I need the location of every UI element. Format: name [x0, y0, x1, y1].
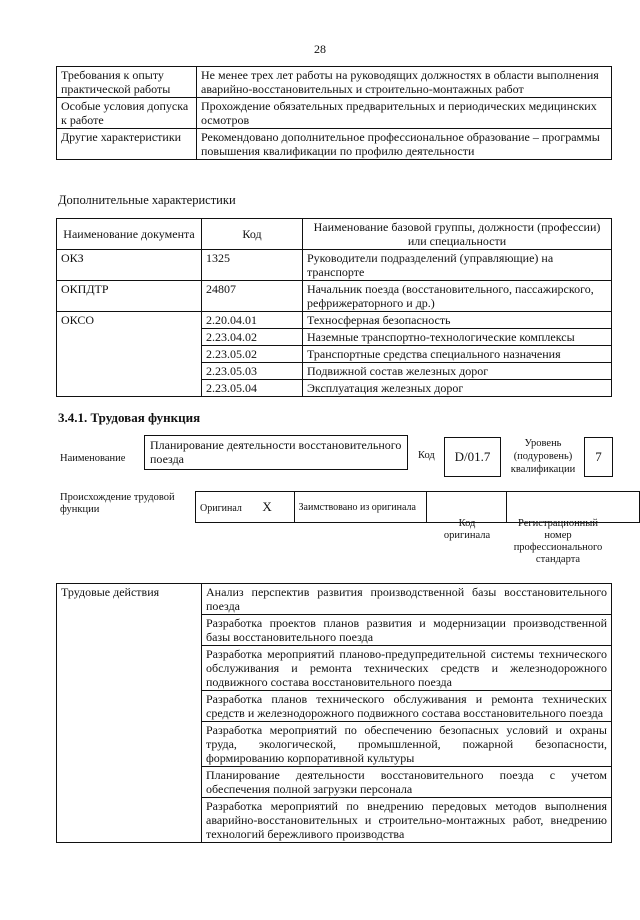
column-header-code: Код: [202, 219, 303, 250]
requirement-value: Прохождение обязательных предварительных и периодических медицинских осмотров: [197, 98, 612, 129]
additional-characteristics-table: [56, 218, 612, 397]
name-cell: Транспортные средства специального назначения: [303, 346, 612, 363]
level-value: 7: [595, 449, 602, 464]
table-row: [57, 129, 612, 160]
level-box: [584, 437, 613, 477]
name-cell: Руководители подразделений (управляющие) на транспорте: [303, 250, 612, 281]
function-name-box: [144, 435, 408, 470]
code-cell: 1325: [202, 250, 303, 281]
original-mark: X: [262, 498, 272, 514]
column-header-document: Наименование документа: [57, 219, 202, 250]
function-name-value: Планирование деятельности восстановительного поезда: [150, 438, 402, 466]
code-cell: 2.23.05.03: [202, 363, 303, 380]
requirement-label: Особые условия допуска к работе: [57, 98, 197, 129]
reg-number-label: Регистрационный номер профессионального стандарта: [513, 518, 603, 565]
labor-actions-table: [56, 583, 612, 843]
table-row: [57, 67, 612, 98]
section-heading: 3.4.1. Трудовая функция: [58, 410, 201, 425]
table-row: [57, 98, 612, 129]
original-cell: [196, 492, 295, 523]
origin-label: Происхождение трудовой функции: [60, 492, 175, 515]
name-cell: Техносферная безопасность: [303, 312, 612, 329]
function-code-box: [444, 437, 501, 477]
labor-action-item: Разработка проектов планов развития и модернизации производственной базы восстановительного поезда: [202, 615, 612, 646]
name-cell: Эксплуатация железных дорог: [303, 380, 612, 397]
original-label: Оригинал: [200, 502, 242, 514]
labor-action-item: Разработка планов технического обслуживания и ремонта технических средств и железнодорожного подвижного состава восстановительного поезда: [202, 691, 612, 722]
doc-cell: ОКПДТР: [57, 281, 202, 312]
name-cell: Подвижной состав железных дорог: [303, 363, 612, 380]
level-label: Уровень (подуровень) квалификации: [510, 438, 576, 475]
requirement-label: Требования к опыту практической работы: [57, 67, 197, 98]
requirements-table: [56, 66, 612, 160]
additional-characteristics-title: Дополнительные характеристики: [58, 193, 236, 207]
labor-action-item: Разработка мероприятий по внедрению передовых методов выполнения аварийно-восстановительных и строительно-монтажных работ, внедрению технологий бережливого производства: [202, 798, 612, 843]
doc-cell: ОКЗ: [57, 250, 202, 281]
code-cell: 2.23.05.02: [202, 346, 303, 363]
name-label: Наименование: [60, 453, 126, 464]
requirement-label: Другие характеристики: [57, 129, 197, 160]
code-cell: 2.23.05.04: [202, 380, 303, 397]
labor-action-item: Разработка мероприятий по обеспечению безопасных условий и охраны труда, экологической, промышленной, пожарной безопасности, формированию корпоративной культуры: [202, 722, 612, 767]
code-cell: 24807: [202, 281, 303, 312]
table-row: [57, 584, 612, 615]
code-label: Код: [418, 450, 435, 461]
column-header-name: Наименование базовой группы, должности (профессии) или специальности: [303, 219, 612, 250]
code-cell: 2.23.04.02: [202, 329, 303, 346]
origin-code-label: Код оригинала: [443, 518, 491, 541]
requirement-value: Рекомендовано дополнительное профессиональное образование – программы повышения квалификации по профилю деятельности: [197, 129, 612, 160]
page-number: 28: [314, 42, 326, 56]
labor-action-item: Планирование деятельности восстановительного поезда с учетом обеспечения полной загрузки персонала: [202, 767, 612, 798]
table-row: [57, 250, 612, 281]
table-row: [57, 281, 612, 312]
name-cell: Наземные транспортно-технологические комплексы: [303, 329, 612, 346]
function-code-value: D/01.7: [454, 449, 491, 464]
labor-action-item: Анализ перспектив развития производственной базы восстановительного поезда: [202, 584, 612, 615]
code-cell: 2.20.04.01: [202, 312, 303, 329]
name-cell: Начальник поезда (восстановительного, пассажирского, рефрижераторного и др.): [303, 281, 612, 312]
doc-cell: ОКСО: [57, 312, 202, 397]
table-row: [57, 312, 612, 329]
labor-action-item: Разработка мероприятий планово-предупредительной системы технического обслуживания и ремонта технических средств и железнодорожного подвижного состава восстановительного поезда: [202, 646, 612, 691]
borrowed-label: Заимствовано из оригинала: [294, 492, 427, 523]
labor-actions-label: Трудовые действия: [57, 584, 202, 843]
table-header-row: [57, 219, 612, 250]
requirement-value: Не менее трех лет работы на руководящих должностях в области выполнения аварийно-восстановительных и строительно-монтажных работ: [197, 67, 612, 98]
